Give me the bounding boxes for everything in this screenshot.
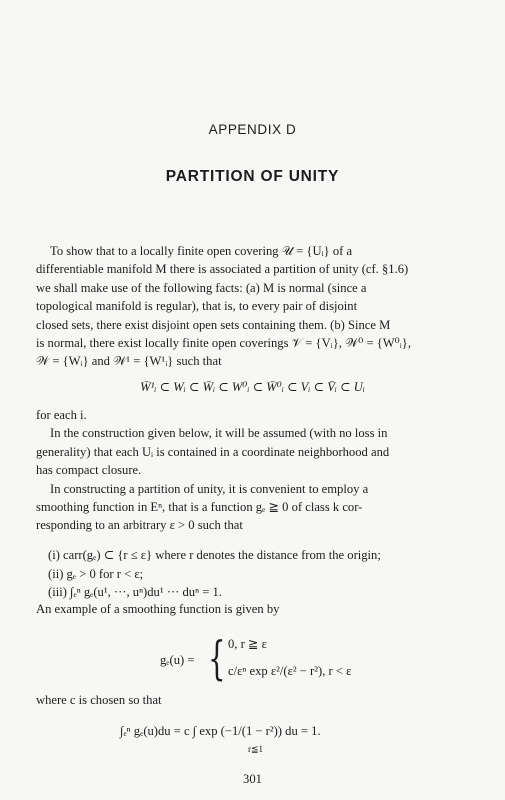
paragraph-intro [36, 242, 468, 371]
formula-text: ∫ₑⁿ gₑ(u)du = c ∫ exp (−1/(1 − r²)) du = 1. [120, 724, 321, 738]
formula-case: c/εⁿ exp ε²/(ε² − r²), r < ε [228, 664, 352, 678]
formula-lhs: gₑ(u) = [160, 653, 195, 667]
paragraph-construction [36, 406, 468, 535]
formula-case: 0, r ≧ ε [228, 637, 267, 651]
text-line: generality) that each Uᵢ is contained in a coordinate neighborhood and [36, 444, 390, 459]
text-line: smoothing function in Eⁿ, that is a function gₑ ≧ 0 of class k cor- [36, 500, 363, 515]
list-item: (i) carr(gₑ) ⊂ {r ≤ ε} where r denotes the distance from the origin; [48, 548, 381, 562]
text-line: topological manifold is regular), that is, to every pair of disjoint [36, 299, 358, 314]
page-number: 301 [243, 772, 262, 786]
text-line: closed sets, there exist disjoint open sets containing them. (b) Since M [36, 317, 391, 332]
piecewise-formula [160, 632, 400, 692]
brace-symbol: { [208, 631, 226, 685]
inclusion-chain-formula: W̄¹ᵢ ⊂ Wᵢ ⊂ W̄ᵢ ⊂ W⁰ᵢ ⊂ W̄⁰ᵢ ⊂ Vᵢ ⊂ V̄ᵢ ⊂ Uᵢ [140, 380, 365, 394]
text-line: In the construction given below, it will be assumed (with no loss in [50, 426, 388, 441]
formula-subscript: r≦1 [248, 744, 264, 754]
text-line: In constructing a partition of unity, it is convenient to employ a [50, 481, 369, 496]
text-line: 𝒲 = {Wᵢ} and 𝒲¹ = {W¹ᵢ} such that [36, 354, 222, 369]
list-item: (ii) gₑ > 0 for r < ε; [48, 566, 144, 581]
where-sentence: where c is chosen so that [36, 693, 162, 707]
list-item: (iii) ∫ₑⁿ gₑ(u¹, ···, uⁿ)du¹ ··· duⁿ = 1. [48, 585, 222, 600]
appendix-label: APPENDIX D [208, 122, 297, 137]
chapter-title: PARTITION OF UNITY [165, 168, 340, 185]
text-line: To show that to a locally finite open covering 𝒰 = {Uᵢ} of a [50, 244, 353, 258]
text-line: has compact closure. [36, 463, 142, 478]
text-line: responding to an arbitrary ε > 0 such that [36, 518, 243, 533]
text-line: we shall make use of the following facts: (a) M is normal (since a [36, 280, 367, 295]
text-line: differentiable manifold M there is associated a partition of unity (cf. §1.6) [36, 262, 409, 277]
text-line: for each i. [36, 408, 87, 422]
conditions-list [48, 546, 468, 602]
example-sentence: An example of a smoothing function is given by [36, 602, 280, 616]
normalization-formula [120, 718, 480, 756]
text-line: is normal, there exist locally finite open coverings 𝒱 = {Vᵢ}, 𝒲⁰ = {W⁰ᵢ}, [36, 336, 411, 351]
